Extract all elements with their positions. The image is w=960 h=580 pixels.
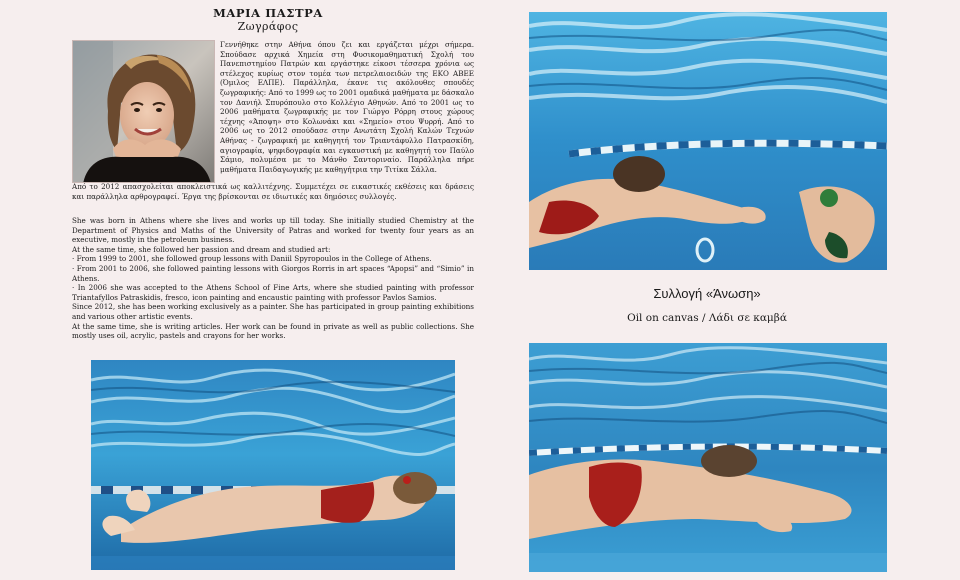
artist-portrait-photo bbox=[72, 40, 215, 183]
bio-greek-section bbox=[220, 40, 474, 174]
painting-underwater-swimmer-left bbox=[91, 360, 455, 570]
collection-title: Συλλογή «Άνωση» bbox=[653, 286, 761, 301]
bio-english-paragraph: Since 2012, she has been working exclusively as a painter. She has participated in group painting exhibitions and various other artistic events. bbox=[72, 302, 474, 321]
artist-role: Ζωγράφος bbox=[237, 20, 299, 33]
artist-header bbox=[168, 6, 368, 34]
bio-greek-closing-text: Από το 2012 απασχολείται αποκλειστικά ως καλλιτέχνης. Συμμετέχει σε εικαστικές εκθέσεις και δράσεις και παράλληλα αρθρογραφεί. Έργα της βρίσκονται σε ιδιωτικές και δημόσιες συλλογές. bbox=[72, 182, 474, 201]
bio-english-paragraph: She was born in Athens where she lives and works up till today. She initially studied Chemistry at the Department of Physics and Maths of the University of Patras and worked for twenty four years as an executive, mostly in the petroleum business. bbox=[72, 216, 474, 245]
medium-caption: Oil on canvas / Λάδι σε καμβά bbox=[627, 312, 787, 324]
bio-greek-text: Γεννήθηκε στην Αθήνα όπου ζει και εργάζεται μέχρι σήμερα. Σπούδασε αρχικά Χημεία στη Φυσικομαθηματική Σχολή του Πανεπιστημίου Πατρών και εργάστηκε είκοσι τέσσερα χρόνια ως στέλεχος κυρίως στον τομέα των πετρελαιοειδών της ΕΚΟ ΑΒΕΕ (Όμιλος ΕΛΠΕ). Παράλληλα, έκανε τις ακόλουθες σπουδές ζωγραφικής: Από το 1999 ως το 2001 ομαδικά μαθήματα με δάσκαλο τον Δανιήλ Σπυρόπουλο στο Κολλέγιο Αθηνών. Από το 2001 ως το 2006 μαθήματα ζωγραφικής με τον Γιώργο Ρόρρη στους χώρους τέχνης «Άποψη» στο Κολωνάκι και «Σημείο» στου Ψυρρή. Από το 2006 ως το 2012 σπούδασε στην Ανωτάτη Σχολή Καλών Τεχνών Αθήνας - ζωγραφική με καθηγητή τον Τριαντάφυλλο Πατρασκίδη, αγιογραφία, ψηφιδογραφία και εγκαυστική με καθηγητή τον Παύλο Σάμιο, πολυμέσα με το Μάνθο Σαντοριναίο. Παράλληλα πήρε μαθήματα Παιδαγωγικής με καθηγήτρια την Τιτίκα Σάλλα. bbox=[220, 40, 474, 174]
artist-name: ΜΑΡΙΑ ΠΑΣΤΡΑ bbox=[213, 6, 323, 20]
bio-english-paragraph: At the same time, she is writing articles. Her work can be found in private as well as public collections. She mostly uses oil, acrylic, pastels and crayons for her works. bbox=[72, 321, 474, 341]
bio-english-paragraph: · In 2006 she was accepted to the Athens School of Fine Arts, where she studied painting with professor Triantafyllos Patraskidis, fresco, icon painting and encaustic painting with professor Pavlos Samios. bbox=[72, 283, 474, 302]
bio-english-paragraph: · From 2001 to 2006, she followed painting lessons with Giorgos Rorris in art spaces “Apopsi” and “Simio” in Athens. bbox=[72, 263, 474, 283]
bio-english-paragraph: · From 1999 to 2001, she followed group lessons with Daniil Spyropoulos in the College of Athens. bbox=[72, 254, 432, 264]
bio-english-paragraph: At the same time, she followed her passion and dream and studied art: bbox=[72, 244, 331, 254]
painting-underwater-swimmer-right bbox=[529, 343, 887, 572]
bio-english-section bbox=[72, 216, 474, 341]
painting-underwater-swimmers-top bbox=[529, 12, 887, 270]
